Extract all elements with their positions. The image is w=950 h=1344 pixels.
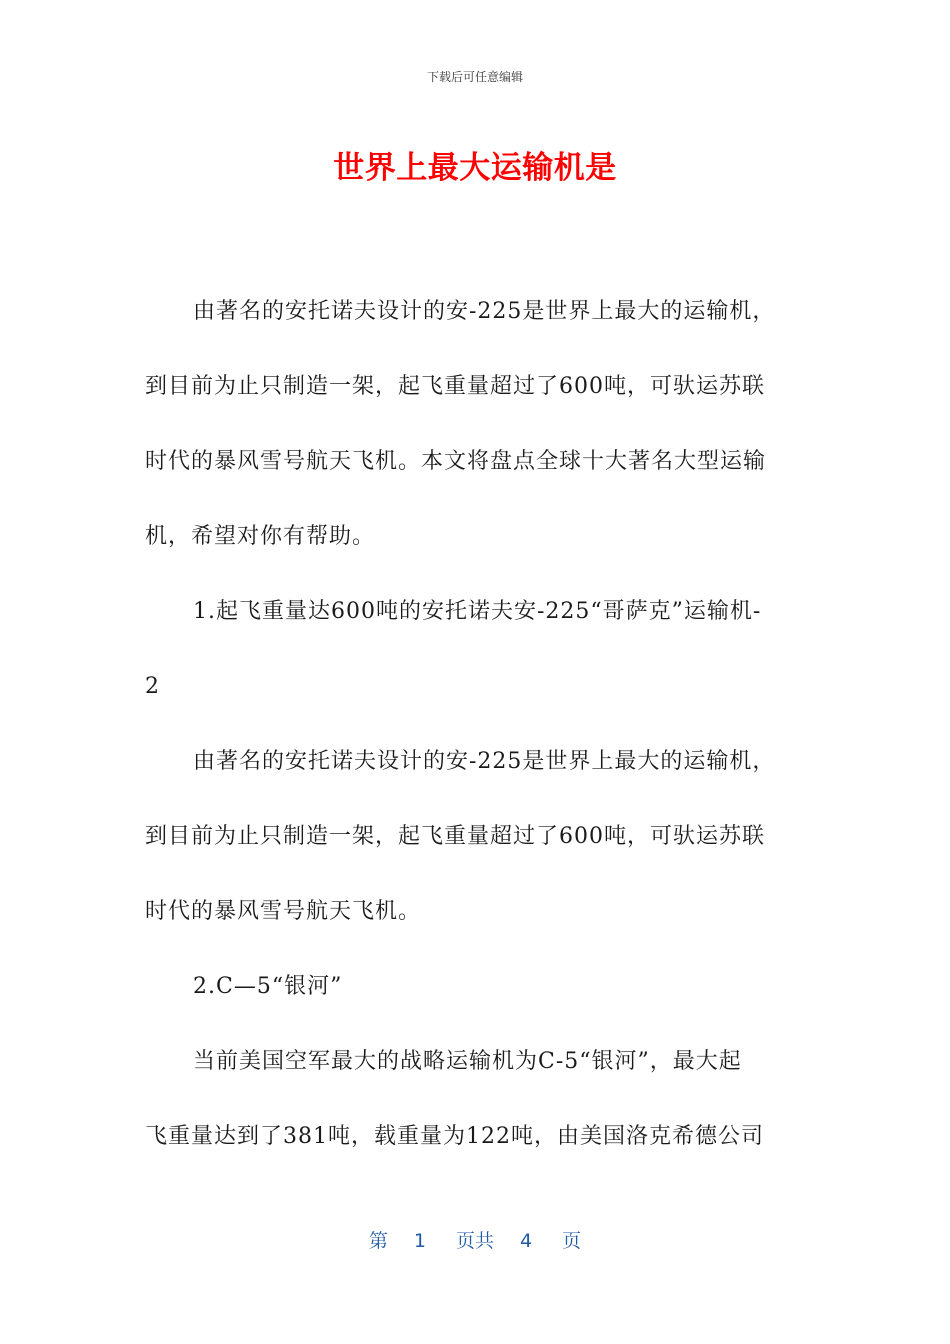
document-title: 世界上最大运输机是 — [333, 150, 617, 186]
footer-page-label: 第 — [368, 1230, 388, 1252]
header-note: 下载后可任意编辑 — [426, 70, 523, 84]
footer-page-mid: 页共 — [455, 1230, 494, 1252]
page-footer — [0, 1226, 950, 1253]
paragraph-line: 到目前为止只制造一架，起飞重量超过了600吨，可驮运苏联 — [145, 374, 765, 399]
footer-total-pages: 4 — [520, 1230, 533, 1252]
section-heading-line: 2.C—5“银河” — [193, 974, 343, 999]
paragraph-line: 当前美国空军最大的战略运输机为C-5“银河”，最大起 — [193, 1049, 742, 1074]
footer-page-number: 1 — [413, 1230, 426, 1252]
paragraph-line: 时代的暴风雪号航天飞机。 — [145, 899, 422, 924]
paragraph-line: 机，希望对你有帮助。 — [145, 524, 376, 549]
paragraph-line: 时代的暴风雪号航天飞机。本文将盘点全球十大著名大型运输 — [145, 449, 767, 474]
section-heading-line: 2 — [145, 674, 160, 699]
footer-page-suffix: 页 — [562, 1230, 582, 1252]
paragraph-line: 由著名的安托诺夫设计的安-225是世界上最大的运输机， — [193, 749, 776, 774]
paragraph-line: 由著名的安托诺夫设计的安-225是世界上最大的运输机， — [193, 299, 776, 324]
paragraph-line: 到目前为止只制造一架，起飞重量超过了600吨，可驮运苏联 — [145, 824, 765, 849]
section-heading-line: 1.起飞重量达600吨的安托诺夫安-225“哥萨克”运输机- — [193, 599, 762, 624]
paragraph-line: 飞重量达到了381吨，载重量为122吨，由美国洛克希德公司 — [145, 1124, 764, 1149]
document-body — [145, 274, 805, 1174]
